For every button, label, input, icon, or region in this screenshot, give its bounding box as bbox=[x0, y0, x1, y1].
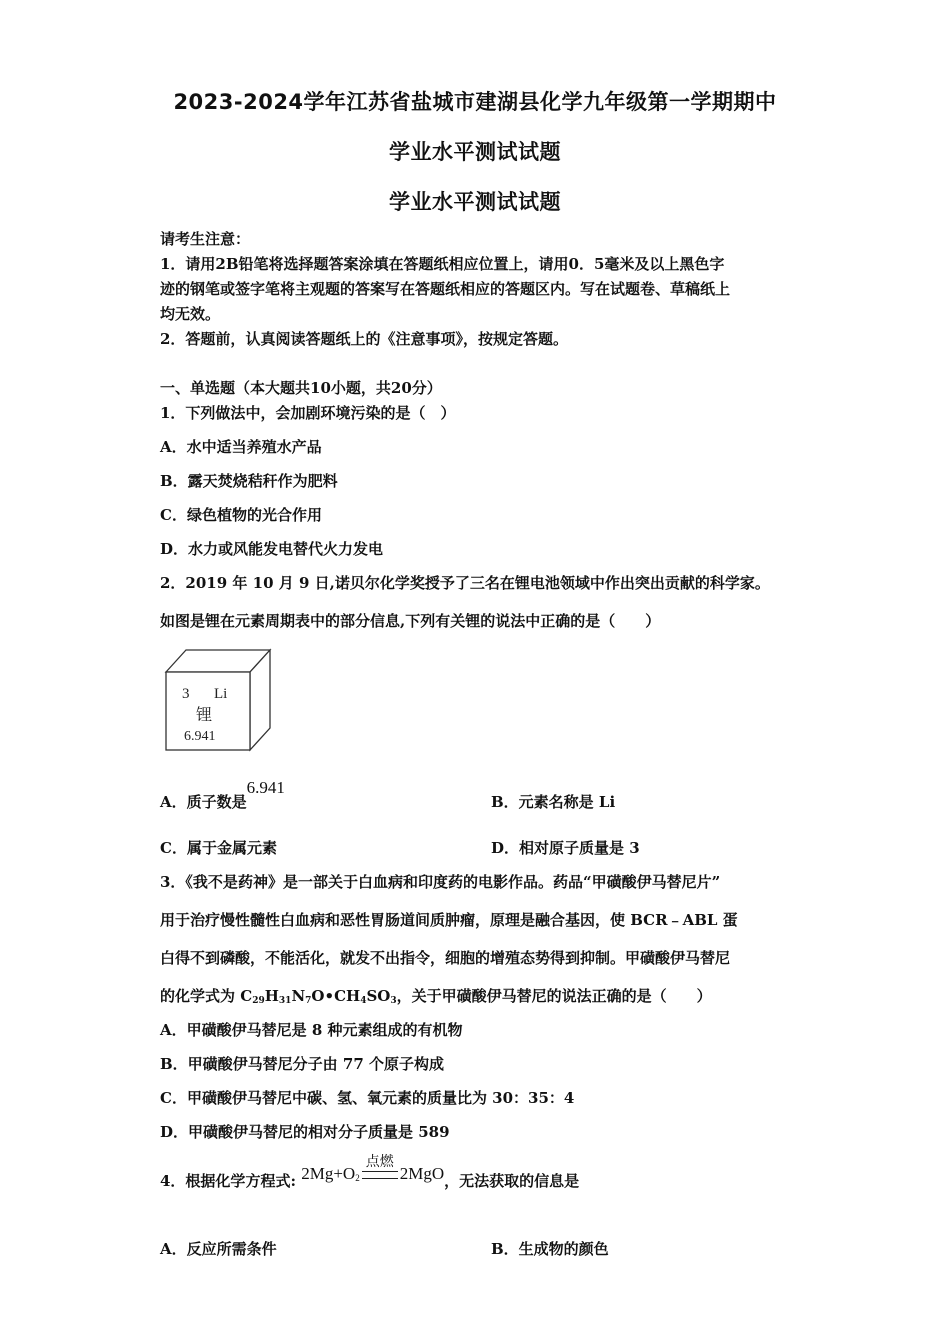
q2-option-a-label: A．质子数是 bbox=[160, 793, 247, 811]
formula-subscript: 31 bbox=[278, 996, 292, 1006]
q3-option-a: A．甲磺酸伊马替尼是 8 种元素组成的有机物 bbox=[160, 1021, 463, 1039]
q3-stem-line-4 bbox=[160, 985, 712, 1006]
formula-part: O•CH bbox=[311, 987, 361, 1005]
q3-stem-line-2: 用于治疗慢性髓性白血病和恶性胃肠道间质肿瘤，原理是融合基因，使 BCR﹣ABL 蛋 bbox=[160, 911, 738, 929]
notice-line: 迹的钢笔或签字笔将主观题的答案写在答题纸相应的答题区内。写在试题卷、草稿纸上 bbox=[160, 280, 731, 298]
title-line-2: 学业水平测试试题 bbox=[389, 140, 561, 164]
section-heading: 一、单选题（本大题共10小题，共20分） bbox=[160, 379, 442, 397]
q2-option-c: C．属于金属元素 bbox=[160, 839, 277, 857]
lithium-element-figure bbox=[160, 646, 274, 756]
q4-stem-pre: 4．根据化学方程式: bbox=[160, 1172, 296, 1190]
formula-subscript: 4 bbox=[360, 996, 367, 1006]
equation-product: 2MgO bbox=[399, 1164, 445, 1183]
chemical-formula bbox=[240, 987, 396, 1005]
element-number: 3 bbox=[182, 686, 190, 702]
element-cube bbox=[160, 646, 274, 752]
title-line-1: 2023-2024学年江苏省盐城市建湖县化学九年级第一学期期中 bbox=[173, 90, 777, 114]
q3-stem-line-3: 白得不到磷酸，不能活化，就发不出指令，细胞的增殖态势得到抑制。甲磺酸伊马替尼 bbox=[160, 949, 731, 967]
formula-part: H bbox=[264, 987, 279, 1005]
q3-option-d: D．甲磺酸伊马替尼的相对分子质量是 589 bbox=[160, 1123, 450, 1141]
notice-line: 2．答题前，认真阅读答题纸上的《注意事项》，按规定答题。 bbox=[160, 330, 568, 348]
q1-stem: 1．下列做法中，会加剧环境污染的是（ ） bbox=[160, 404, 456, 422]
equation-reactants: 2Mg+O bbox=[301, 1164, 356, 1183]
notice-heading: 请考生注意： bbox=[160, 230, 251, 248]
formula-part: N bbox=[291, 987, 306, 1005]
q4-option-a: A．反应所需条件 bbox=[160, 1240, 277, 1258]
formula-subscript: 3 bbox=[390, 996, 397, 1006]
chemical-equation bbox=[301, 1155, 445, 1184]
q3-line4-post: ，关于甲磺酸伊马替尼的说法正确的是（ ） bbox=[396, 987, 712, 1005]
q2-option-a bbox=[160, 778, 285, 812]
q1-option-c: C．绿色植物的光合作用 bbox=[160, 506, 322, 524]
q2-option-b: B．元素名称是 Li bbox=[491, 793, 616, 811]
q3-stem-line-1: 3．《我不是药神》是一部关于白血病和印度药的电影作品。药品“甲磺酸伊马替尼片” bbox=[160, 873, 721, 891]
formula-subscript: 29 bbox=[252, 996, 265, 1006]
q4-stem-post: ，无法获取的信息是 bbox=[444, 1172, 580, 1190]
q4-stem bbox=[160, 1155, 580, 1192]
element-symbol: Li bbox=[214, 686, 228, 702]
formula-part: SO bbox=[366, 987, 391, 1005]
q2-option-d: D．相对原子质量是 3 bbox=[491, 839, 640, 857]
notice-line: 1．请用2B铅笔将选择题答案涂填在答题纸相应位置上，请用0．5毫米及以上黑色字 bbox=[160, 255, 725, 273]
q1-option-b: B．露天焚烧秸秆作为肥料 bbox=[160, 472, 338, 490]
element-mass: 6.941 bbox=[184, 729, 216, 744]
q2-option-a-value: 6.941 bbox=[246, 778, 285, 797]
q1-option-d: D．水力或风能发电替代火力发电 bbox=[160, 540, 384, 558]
equation-subscript: 2 bbox=[355, 1173, 360, 1183]
q2-stem-line-2: 如图是锂在元素周期表中的部分信息,下列有关锂的说法中正确的是（ ） bbox=[160, 612, 661, 630]
equation-condition: 点燃 bbox=[365, 1155, 394, 1171]
notice-line: 均无效。 bbox=[160, 305, 221, 323]
q4-option-b: B．生成物的颜色 bbox=[491, 1240, 609, 1258]
q2-stem-line-1: 2．2019 年 10 月 9 日,诺贝尔化学奖授予了三名在锂电池领域中作出突出贡献的科学家。 bbox=[160, 574, 770, 592]
equation-arrow bbox=[362, 1155, 398, 1179]
q1-option-a: A．水中适当养殖水产品 bbox=[160, 438, 322, 456]
formula-subscript: 7 bbox=[305, 996, 312, 1006]
title-line-3: 学业水平测试试题 bbox=[389, 190, 561, 214]
q3-line4-pre: 的化学式为 bbox=[160, 987, 241, 1005]
q3-option-c: C．甲磺酸伊马替尼中碳、氢、氧元素的质量比为 30：35：4 bbox=[160, 1089, 575, 1107]
formula-part: C bbox=[240, 987, 253, 1005]
element-name: 锂 bbox=[196, 705, 213, 724]
q3-option-b: B．甲磺酸伊马替尼分子由 77 个原子构成 bbox=[160, 1055, 444, 1073]
